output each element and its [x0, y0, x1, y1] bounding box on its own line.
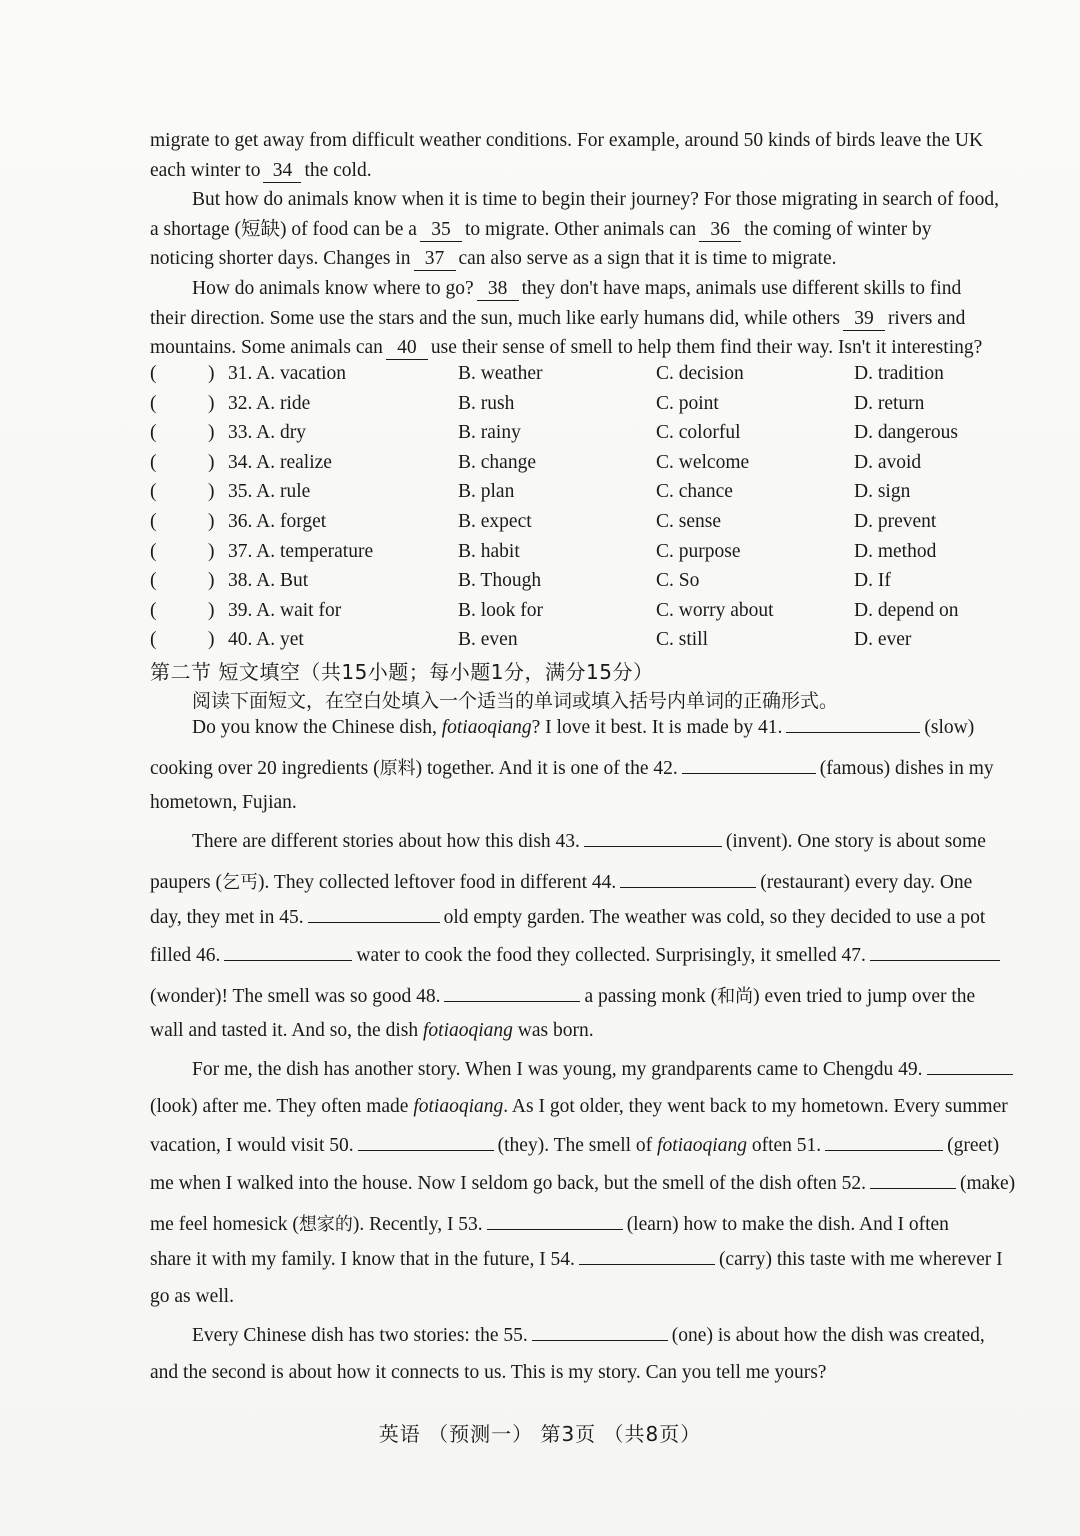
fill-line: Do you know the Chinese dish, fotiaoqiang? I love it best. It is made by 41. (slow): [192, 717, 975, 738]
answer-paren-open: (: [150, 540, 157, 562]
fill-line: hometown, Fujian.: [150, 792, 297, 813]
blank-53[interactable]: [487, 1213, 623, 1230]
option-c: C. worry about: [656, 599, 774, 621]
blank-47[interactable]: [870, 944, 1000, 961]
option-b: B. rainy: [458, 422, 521, 444]
answer-paren-close: ): [208, 629, 215, 651]
answer-paren-open: (: [150, 511, 157, 532]
fill-line: Every Chinese dish has two stories: the 55. (one) is about how the dish was created,: [192, 1325, 985, 1346]
option-b: B. look for: [458, 599, 544, 621]
option-row: [150, 452, 1052, 482]
page-footer: 英语 （预测一） 第3页 （共8页）: [378, 1422, 702, 1446]
option-a: 37. A. temperature: [228, 540, 374, 562]
fill-line: There are different stories about how this dish 43. (invent). One story is about some: [192, 831, 986, 852]
answer-paren-open: (: [150, 629, 157, 651]
option-d: D. ever: [854, 629, 912, 651]
blank-40: 40: [386, 337, 428, 360]
blank-39: 39: [843, 308, 885, 331]
section-instruction: 阅读下面短文，在空白处填入一个适当的单词或填入括号内单词的正确形式。: [192, 690, 839, 712]
fill-line: paupers (乞丐). They collected leftover food in different 44. (restaurant) every day. One: [150, 872, 973, 893]
option-row: [150, 541, 1052, 571]
blank-42[interactable]: [682, 757, 816, 774]
option-c: C. point: [656, 392, 719, 414]
fill-line: (look) after me. They often made fotiaoqiang. As I got older, they went back to my hometown. Every summer: [150, 1096, 1008, 1117]
option-c: C. sense: [656, 511, 721, 532]
answer-paren-open: (: [150, 422, 157, 444]
option-d: D. method: [854, 540, 937, 562]
fill-line: and the second is about how it connects to us. This is my story. Can you tell me yours?: [150, 1362, 827, 1383]
blank-52[interactable]: [870, 1172, 956, 1189]
answer-paren-close: ): [208, 599, 215, 621]
option-a: 33. A. dry: [228, 422, 306, 444]
option-d: D. tradition: [854, 363, 944, 384]
answer-paren-close: ): [208, 363, 215, 384]
option-d: D. dangerous: [854, 422, 958, 444]
section-title: 第二节 短文填空（共15小题；每小题1分，满分15分）: [150, 660, 654, 684]
fill-line: share it with my family. I know that in the future, I 54. (carry) this taste with me wherever I: [150, 1249, 1003, 1270]
answer-paren-close: ): [208, 540, 215, 562]
answer-paren-open: (: [150, 392, 157, 414]
option-row: [150, 570, 1052, 600]
fill-line: filled 46. water to cook the food they collected. Surprisingly, it smelled 47.: [150, 944, 1052, 967]
blank-46[interactable]: [224, 944, 352, 961]
option-row: [150, 393, 1052, 423]
answer-paren-open: (: [150, 451, 157, 473]
option-d: D. avoid: [854, 451, 922, 473]
fill-line: cooking over 20 ingredients (原料) together. And it is one of the 42. (famous) dishes in my: [150, 758, 994, 779]
passage-line: But how do animals know when it is time to begin their journey? For those migrating in search of food,: [192, 189, 999, 210]
answer-paren-close: ): [208, 570, 215, 592]
answer-paren-close: ): [208, 481, 215, 503]
option-a: 36. A. forget: [228, 511, 327, 532]
option-row: [150, 600, 1052, 630]
fill-line: me feel homesick (想家的). Recently, I 53. (learn) how to make the dish. And I often: [150, 1214, 949, 1235]
option-row: [150, 511, 1052, 541]
fill-line: me when I walked into the house. Now I seldom go back, but the smell of the dish often 52. (make): [150, 1173, 1016, 1194]
option-a: 38. A. But: [228, 570, 309, 592]
option-d: D. If: [854, 570, 891, 592]
answer-paren-open: (: [150, 363, 157, 384]
fill-line: day, they met in 45. old empty garden. The weather was cold, so they decided to use a pot: [150, 907, 986, 928]
answer-paren-open: (: [150, 481, 157, 503]
passage-line: a shortage (短缺) of food can be a 35 to migrate. Other animals can 36 the coming of winter by: [150, 218, 932, 240]
option-d: D. depend on: [854, 599, 959, 621]
blank-36: 36: [699, 219, 741, 242]
passage-paragraph-2: [150, 185, 1052, 274]
fill-line: (wonder)! The smell was so good 48. a passing monk (和尚) even tried to jump over the: [150, 986, 976, 1007]
option-c: C. chance: [656, 481, 733, 503]
option-row: [150, 422, 1052, 452]
option-c: C. welcome: [656, 451, 750, 473]
option-b: B. expect: [458, 511, 532, 532]
option-b: B. rush: [458, 392, 515, 414]
blank-37: 37: [414, 248, 456, 271]
option-a: 34. A. realize: [228, 451, 332, 473]
answer-paren-open: (: [150, 570, 157, 592]
blank-55[interactable]: [532, 1324, 668, 1341]
blank-35: 35: [420, 219, 462, 242]
option-c: C. So: [656, 570, 700, 592]
fill-line: wall and tasted it. And so, the dish fotiaoqiang was born.: [150, 1020, 594, 1041]
option-d: D. prevent: [854, 511, 937, 532]
blank-34: 34: [263, 160, 301, 183]
answer-paren-close: ): [208, 392, 215, 414]
option-b: B. change: [458, 451, 536, 473]
option-a: 32. A. ride: [228, 392, 311, 414]
answer-paren-close: ): [208, 422, 215, 444]
option-b: B. habit: [458, 540, 520, 562]
blank-43[interactable]: [584, 830, 722, 847]
passage-line: their direction. Some use the stars and the sun, much like early humans did, while others 39 rivers and: [150, 307, 966, 329]
passage-line: How do animals know where to go? 38 they don't have maps, animals use different skills to find: [192, 278, 962, 299]
passage-line: mountains. Some animals can 40 use their sense of smell to help them find their way. Isn't it interesting?: [150, 337, 983, 359]
blank-48[interactable]: [444, 985, 580, 1002]
fill-line: For me, the dish has another story. When I was young, my grandparents came to Chengdu 49.: [150, 1058, 1052, 1081]
blank-44[interactable]: [620, 871, 756, 888]
option-a: 40. A. yet: [228, 629, 304, 651]
option-b: B. weather: [458, 363, 543, 384]
option-a: 31. A. vacation: [228, 363, 347, 384]
option-row: [150, 629, 1052, 659]
option-d: D. sign: [854, 481, 911, 503]
option-row: [150, 481, 1052, 511]
option-a: 35. A. rule: [228, 481, 311, 503]
option-b: B. Though: [458, 570, 542, 592]
option-row: [150, 363, 1052, 393]
option-c: C. colorful: [656, 422, 741, 444]
answer-paren-close: ): [208, 451, 215, 473]
option-c: C. purpose: [656, 540, 741, 562]
fill-line: go as well.: [150, 1286, 234, 1307]
passage-paragraph-3: [150, 274, 1052, 363]
answer-paren-open: (: [150, 599, 157, 621]
passage-line: each winter to 34 the cold.: [150, 159, 372, 181]
option-b: B. even: [458, 629, 518, 651]
blank-49[interactable]: [927, 1058, 1013, 1075]
passage-paragraph-1: [150, 126, 1052, 185]
passage-line: migrate to get away from difficult weather conditions. For example, around 50 kinds of birds leave the UK: [150, 130, 984, 151]
option-c: C. decision: [656, 363, 744, 384]
blank-51[interactable]: [825, 1134, 943, 1151]
option-c: C. still: [656, 629, 709, 651]
blank-45[interactable]: [308, 906, 440, 923]
option-b: B. plan: [458, 481, 515, 503]
fill-line: vacation, I would visit 50. (they). The smell of fotiaoqiang often 51. (greet): [150, 1135, 1000, 1156]
blank-38: 38: [477, 278, 519, 301]
blank-50[interactable]: [358, 1134, 494, 1151]
option-a: 39. A. wait for: [228, 599, 342, 621]
blank-41[interactable]: [786, 716, 920, 733]
passage-line: noticing shorter days. Changes in 37 can also serve as a sign that it is time to migrate.: [150, 248, 837, 270]
option-d: D. return: [854, 392, 925, 414]
answer-paren-close: ): [208, 511, 215, 532]
blank-54[interactable]: [579, 1248, 715, 1265]
